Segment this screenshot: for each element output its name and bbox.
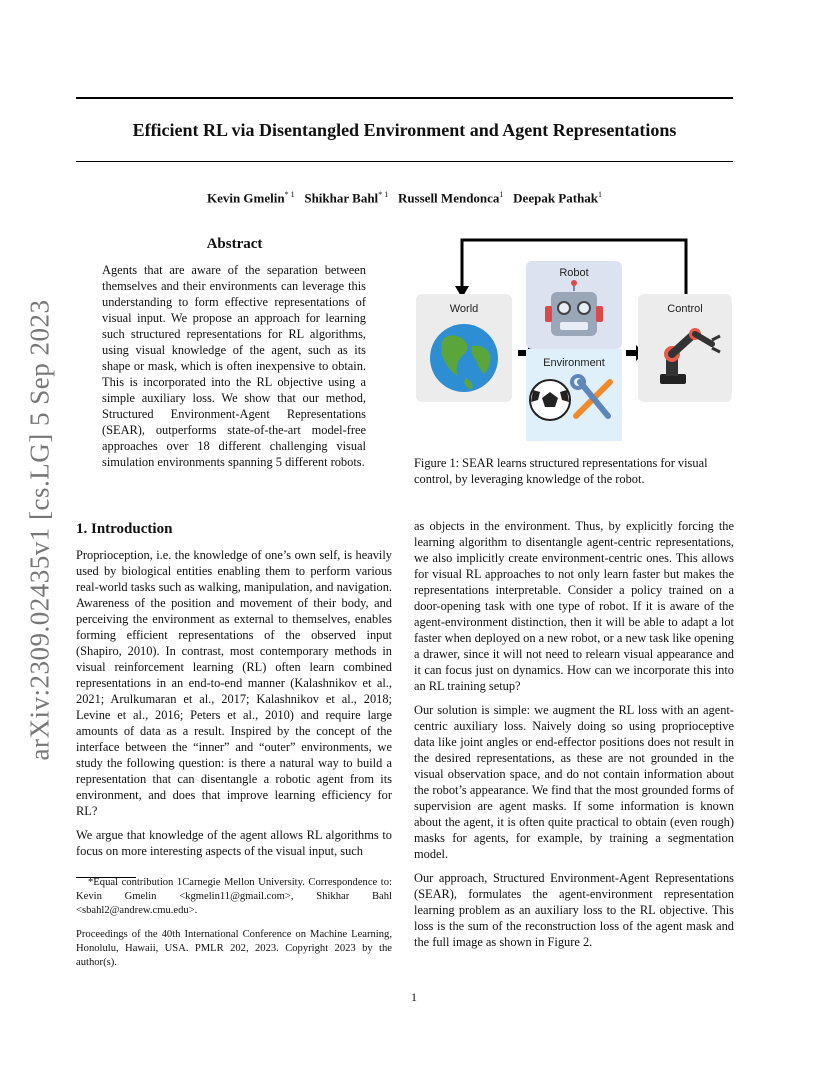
page-number: 1 [411,990,417,1004]
right-column-body [414,518,734,958]
robot-label: Robot [559,267,589,279]
abstract-body: Agents that are aware of the separation between themselves and their environments can leverage this understanding to form effective representations of visual input. We propose an approach for learning such structured representations for RL algorithms, using visual knowledge of the agent, such as its shape or mask, which is often inexpensive to obtain. This is incorporated into the RL objective using a simple auxiliary loss. We show that our method, Structured Environment-Agent Representations (SEAR), outperforms state-of-the-art model-free approaches over 18 different challenging visual simulation environments spanning 5 different robots. [102,263,366,469]
footnote-proceedings: Proceedings of the 40th International Conference on Machine Learning, Honolulu, Hawaii, USA. PMLR 202, 2023. Copyright 2023 by the author(s). [76,929,392,968]
author-name: Deepak Pathak [513,190,599,206]
author-marks: * 1 [378,190,389,199]
arxiv-identifier: arXiv:2309.02435v1 [cs.LG] 5 Sep 2023 [24,299,55,761]
author-name: Shikhar Bahl [304,190,379,206]
world-label: World [449,303,479,315]
title-bottom-rule [76,161,733,162]
right-paragraph: Our approach, Structured Environment-Agent Representations (SEAR), formulates the agent-environment representation learning problem as an auxiliary loss to the RL objective. This loss is the sum of the reconstruction loss of the agent mask and the full image as shown in Figure 2. [414,871,734,949]
author-marks: 1 [499,190,504,199]
left-column-body [76,547,392,867]
right-paragraph: Our solution is simple: we augment the RL loss with an agent-centric auxiliary loss. Naively doing so using proprioceptive data like joint angles or end-effector positions does not result in the desired representations, as these are not grounded in the visual observation space, and do not contain information about the robot’s appearance. We find that the most grounded forms of supervision are agent masks. If some information is known about the agent, it is often quite practical to obtain (even rough) masks for agents, for example, by training a segmentation model. [414,703,734,861]
author-marks: * 1 [284,190,295,199]
author-list [76,190,733,206]
figure-1-diagram [414,236,734,446]
footnote-affiliation: *Equal contribution 1Carnegie Mellon University. Correspondence to: Kevin Gmelin <kgmelin11@gmail.com>, Shikhar Bahl <sbahl2@andrew.cmu.edu>. [76,877,392,916]
author-marks: 1 [598,190,603,199]
author-name: Kevin Gmelin [206,190,285,206]
author-name: Russell Mendonca [397,190,500,206]
top-rule [76,97,733,99]
control-label: Control [667,303,703,315]
soccer-ball-icon [530,380,570,420]
right-paragraph: as objects in the environment. Thus, by explicitly forcing the learning algorithm to disentangle agent-centric representations, we also implicitly create environment-centric ones. This allows for visual RL approaches to not only learn faster but makes the representations interpretable. Consider a policy trained on a door-opening task with one type of robot. If it is aware of the agent-environment distinction, then it will be able to adapt a lot faster when deployed on a new robot, or a new task like opening a drawer, since it will not need to relearn visual appearance and it can focus just on dynamics. How can we incorporate this into an RL training setup? [414,519,734,693]
globe-icon [430,324,498,392]
environment-label: Environment [543,357,605,369]
abstract-heading: Abstract [206,236,263,252]
intro-paragraph: We argue that knowledge of the agent allows RL algorithms to focus on more interesting aspects of the visual input, such [76,828,392,858]
figure-1-caption: Figure 1: SEAR learns structured representations for visual control, by leveraging knowledge of the robot. [414,456,708,486]
intro-paragraph: Proprioception, i.e. the knowledge of one’s own self, is heavily used by biological entities enabling them to perform various real-world tasks such as walking, manipulation, and navigation. Awareness of the position and movement of their body, and perceiving the environment as external to themselves, enables forming efficient representations of the observed input (Shapiro, 2010). In contrast, most contemporary methods in visual reinforcement learning (RL) often learn combined representations in an end-to-end manner (Kalashnikov et al., 2021; Arulkumaran et al., 2017; Kalashnikov et al., 2018; Levine et al., 2016; Peters et al., 2010) and require large amounts of data as a result. Inspired by the concept of the interface between the “inner” and “outer” environments, we study the following question: is there a natural way to build a representation that can disentangle a robotic agent from its environment, and does that improve learning efficiency for RL? [76,548,392,818]
section-heading-introduction: 1. Introduction [76,521,173,537]
footnotes [76,876,392,980]
paper-title: Efficient RL via Disentangled Environment and Agent Representations [132,120,677,140]
